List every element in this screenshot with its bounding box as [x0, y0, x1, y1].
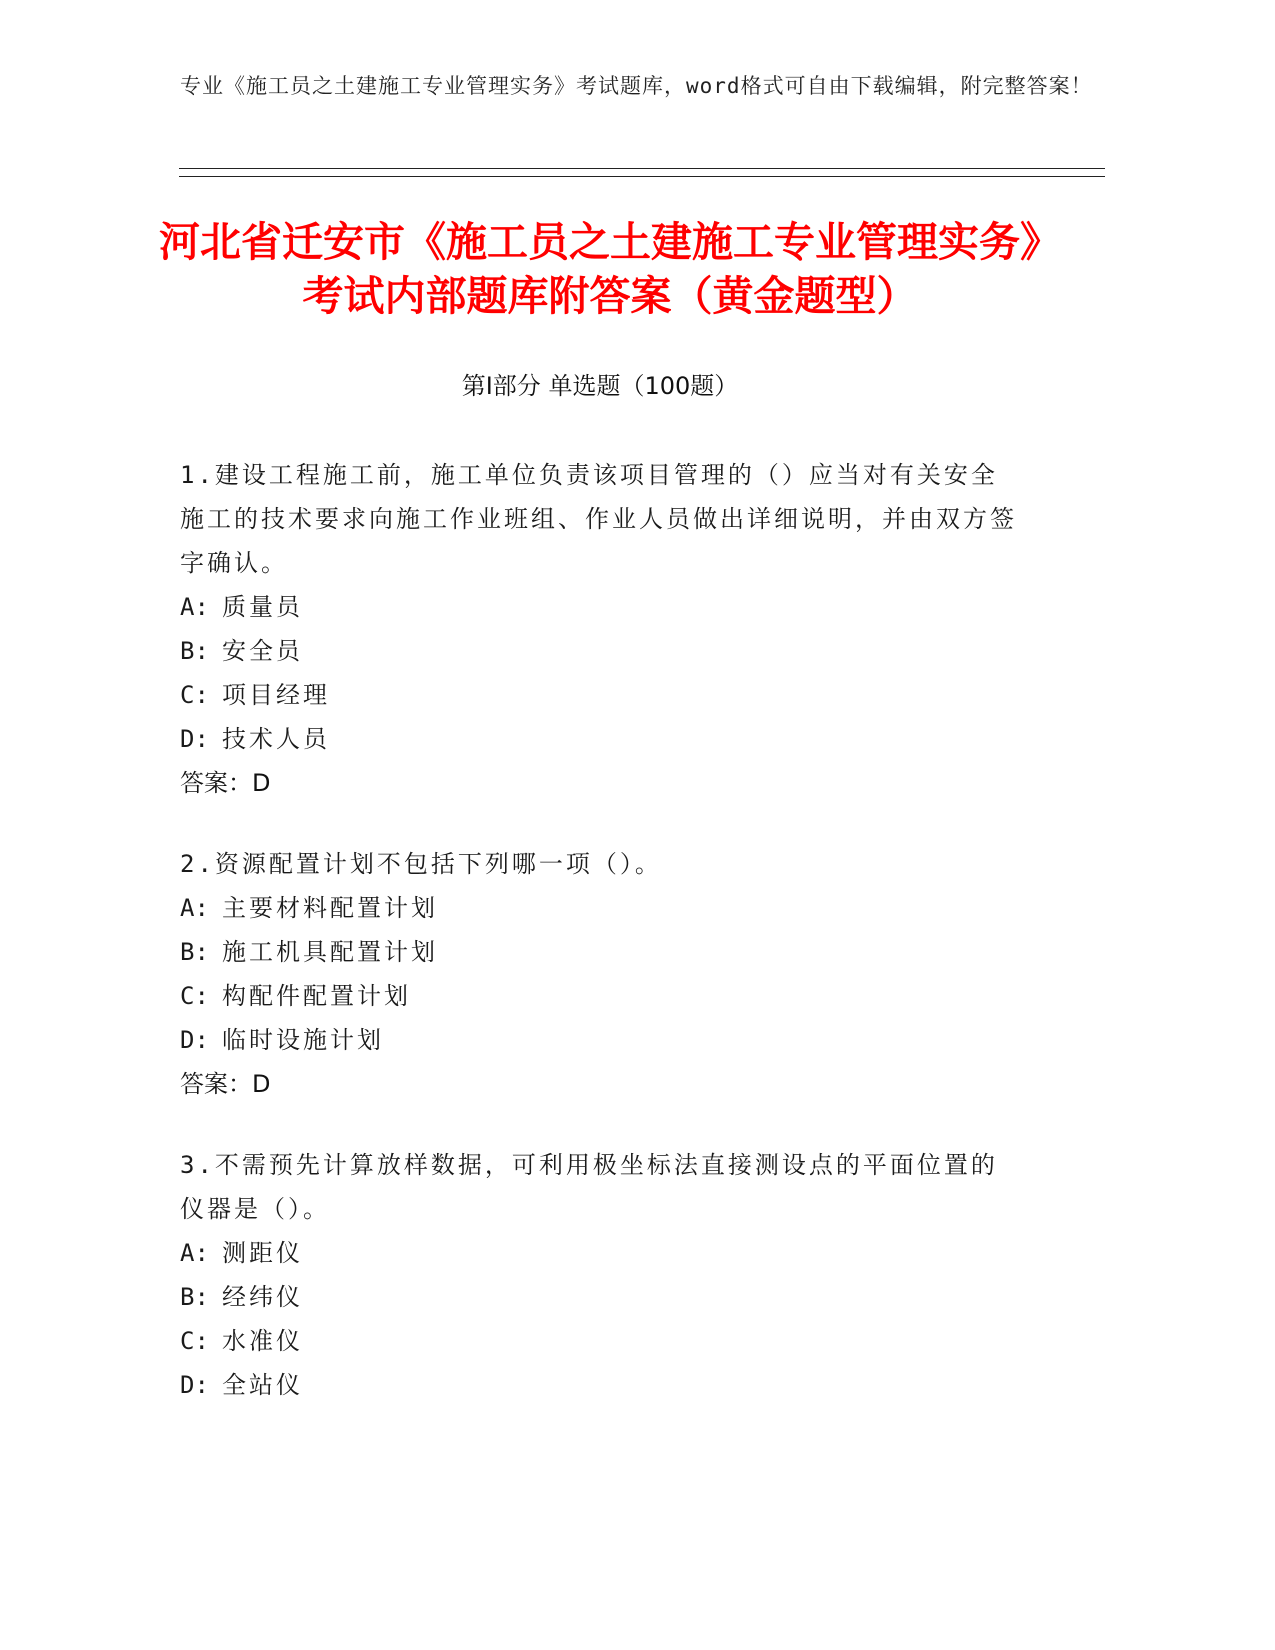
option-text: 水准仪	[222, 1327, 303, 1355]
option-text: 全站仪	[222, 1371, 303, 1399]
option-key: A:	[180, 593, 209, 621]
option-a	[180, 886, 1020, 930]
option-c	[180, 1319, 1020, 1363]
option-text: 项目经理	[222, 681, 330, 709]
option-b	[180, 930, 1020, 974]
option-text: 安全员	[222, 637, 303, 665]
question-stem: 2.资源配置计划不包括下列哪一项（）。	[180, 850, 662, 878]
option-key: D:	[180, 1026, 209, 1054]
option-key: A:	[180, 1239, 209, 1267]
header-divider-second	[179, 176, 1105, 177]
section-title: 第I部分 单选题（100题）	[461, 372, 739, 400]
option-key: C:	[180, 681, 209, 709]
option-text: 技术人员	[222, 725, 330, 753]
document-title: 河北省迁安市《施工员之土建施工专业管理实务》考试内部题库附答案（黄金题型）	[159, 218, 1061, 320]
question-stem: 3.不需预先计算放样数据，可利用极坐标法直接测设点的平面位置的仪器是（）。	[180, 1151, 998, 1223]
option-text: 主要材料配置计划	[222, 894, 438, 922]
question-list	[180, 453, 1020, 1444]
option-a	[180, 1231, 1020, 1275]
option-key: C:	[180, 982, 209, 1010]
option-key: D:	[180, 1371, 209, 1399]
option-b	[180, 1275, 1020, 1319]
option-key: A:	[180, 894, 209, 922]
option-c	[180, 673, 1020, 717]
header-note: 专业《施工员之土建施工专业管理实务》考试题库，word格式可自由下载编辑，附完整答案！	[180, 74, 1093, 98]
question-2	[180, 842, 1020, 1106]
option-text: 临时设施计划	[222, 1026, 384, 1054]
question-1	[180, 453, 1020, 805]
option-key: B:	[180, 637, 209, 665]
option-text: 质量员	[222, 593, 303, 621]
answer-text: 答案：D	[180, 769, 271, 797]
option-c	[180, 974, 1020, 1018]
option-key: D:	[180, 725, 209, 753]
header-divider	[179, 168, 1105, 169]
option-b	[180, 629, 1020, 673]
option-text: 构配件配置计划	[222, 982, 411, 1010]
question-3	[180, 1143, 1020, 1407]
option-key: B:	[180, 1283, 209, 1311]
option-d	[180, 1018, 1020, 1062]
option-key: B:	[180, 938, 209, 966]
option-text: 施工机具配置计划	[222, 938, 438, 966]
option-d	[180, 1363, 1020, 1407]
question-stem: 1.建设工程施工前，施工单位负责该项目管理的（）应当对有关安全施工的技术要求向施工作业班组、作业人员做出详细说明，并由双方签字确认。	[180, 461, 1017, 577]
option-d	[180, 717, 1020, 761]
option-key: C:	[180, 1327, 209, 1355]
option-a	[180, 585, 1020, 629]
option-text: 经纬仪	[222, 1283, 303, 1311]
option-text: 测距仪	[222, 1239, 303, 1267]
answer-text: 答案：D	[180, 1070, 271, 1098]
